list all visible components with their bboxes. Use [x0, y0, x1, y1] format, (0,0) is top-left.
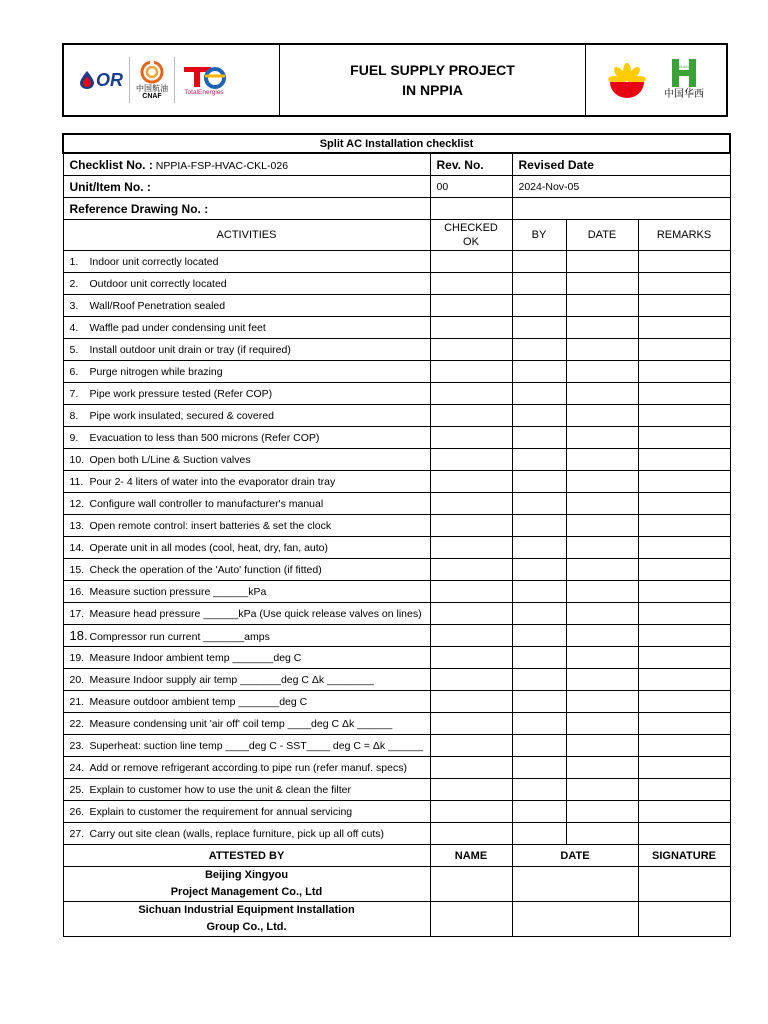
remarks-cell[interactable]: [638, 493, 730, 515]
activity-text: Outdoor unit correctly located: [89, 277, 227, 290]
activity-text: Install outdoor unit drain or tray (if required): [89, 343, 291, 356]
date-cell[interactable]: [566, 317, 638, 339]
activity-text: Add or remove refrigerant according to pipe run (refer manuf. specs): [89, 761, 407, 774]
remarks-cell[interactable]: [638, 559, 730, 581]
by-cell[interactable]: [512, 427, 566, 449]
activity-text: Pipe work insulated, secured & covered: [89, 409, 274, 422]
by-cell[interactable]: [512, 471, 566, 493]
revised-date-label: Revised Date: [512, 153, 730, 176]
checked-header-line1: CHECKED: [444, 222, 498, 234]
activity-number: 6.: [69, 365, 79, 378]
date-cell[interactable]: [566, 691, 638, 713]
checked-ok-cell[interactable]: [430, 647, 512, 669]
by-cell[interactable]: [512, 779, 566, 801]
date-cell[interactable]: [566, 779, 638, 801]
remarks-cell[interactable]: [638, 427, 730, 449]
checked-header-line2: OK: [463, 236, 479, 248]
rev-no-label: Rev. No.: [430, 153, 512, 176]
table-row: [63, 735, 730, 757]
table-row: [63, 427, 730, 449]
activity-number: 9.: [69, 431, 79, 444]
remarks-cell[interactable]: [638, 581, 730, 603]
attest-name-cell[interactable]: [430, 902, 512, 937]
remarks-cell[interactable]: [638, 735, 730, 757]
totalenergies-logo: [181, 63, 227, 97]
remarks-cell[interactable]: [638, 603, 730, 625]
activity-text: Carry out site clean (walls, replace furniture, pick up all off cuts): [89, 827, 385, 840]
or-logo-text: OR: [96, 69, 123, 90]
logo-divider: [129, 57, 130, 103]
checked-ok-cell[interactable]: [430, 735, 512, 757]
activity-number: 13.: [69, 519, 85, 532]
table-row: [63, 317, 730, 339]
remarks-cell[interactable]: [638, 339, 730, 361]
activity-text: Measure outdoor ambient temp _______deg C: [89, 695, 308, 708]
rev-no-value[interactable]: 00: [430, 176, 512, 198]
table-row: [63, 251, 730, 273]
activity-text: Purge nitrogen while brazing: [89, 365, 223, 378]
table-row: [63, 361, 730, 383]
activity-number: 14.: [69, 541, 85, 554]
remarks-cell[interactable]: [638, 669, 730, 691]
checklist-number-value: NPPIA-FSP-HVAC-CKL-026: [155, 159, 289, 172]
checked-ok-cell[interactable]: [430, 295, 512, 317]
activity-cell: [63, 383, 430, 405]
remarks-cell[interactable]: [638, 317, 730, 339]
by-cell[interactable]: [512, 449, 566, 471]
attest-signature-cell[interactable]: [638, 867, 730, 902]
date-cell[interactable]: [566, 647, 638, 669]
checklist-title: Split AC Installation checklist: [63, 134, 730, 153]
date-cell[interactable]: [566, 427, 638, 449]
by-cell[interactable]: [512, 691, 566, 713]
remarks-cell[interactable]: [638, 757, 730, 779]
activity-number: 10.: [69, 453, 85, 466]
unit-item-label: Unit/Item No. :: [63, 176, 430, 198]
date-cell[interactable]: [566, 361, 638, 383]
activity-number: 18.: [69, 628, 88, 643]
checked-ok-cell[interactable]: [430, 361, 512, 383]
remarks-cell[interactable]: [638, 691, 730, 713]
huaxi-mark-text: HUAXI: [679, 65, 689, 69]
table-row: [63, 405, 730, 427]
by-cell[interactable]: [512, 603, 566, 625]
checked-ok-cell[interactable]: [430, 603, 512, 625]
date-cell[interactable]: [566, 801, 638, 823]
activity-text: Pour 2- 4 liters of water into the evaporator drain tray: [89, 475, 336, 488]
table-row: [63, 559, 730, 581]
checked-ok-cell[interactable]: [430, 713, 512, 735]
date-cell[interactable]: [566, 537, 638, 559]
huaxi-mark-icon: [671, 59, 697, 87]
by-cell[interactable]: [512, 669, 566, 691]
by-cell[interactable]: [512, 339, 566, 361]
activity-cell: [63, 581, 430, 603]
remarks-cell[interactable]: [638, 779, 730, 801]
remarks-cell[interactable]: [638, 295, 730, 317]
activity-cell: [63, 273, 430, 295]
by-cell[interactable]: [512, 383, 566, 405]
right-logos: [586, 45, 726, 115]
checked-ok-cell[interactable]: [430, 779, 512, 801]
activity-cell: [63, 427, 430, 449]
activity-number: 16.: [69, 585, 85, 598]
activity-cell: [63, 295, 430, 317]
checked-ok-cell[interactable]: [430, 537, 512, 559]
activity-text: Waffle pad under condensing unit feet: [89, 321, 266, 334]
date-cell[interactable]: [566, 625, 638, 647]
reference-drawing-value-extra[interactable]: [512, 198, 730, 220]
reference-drawing-value[interactable]: [430, 198, 512, 220]
table-row: [63, 471, 730, 493]
attested-by-header: ATTESTED BY: [63, 845, 430, 867]
by-cell[interactable]: [512, 823, 566, 845]
cnpc-petal-logo-icon: [608, 62, 646, 98]
date-cell[interactable]: [566, 383, 638, 405]
activity-text: Indoor unit correctly located: [89, 255, 219, 268]
activity-number: 2.: [69, 277, 79, 290]
table-row: [63, 779, 730, 801]
table-row: [63, 823, 730, 845]
activity-number: 23.: [69, 739, 85, 752]
remarks-cell[interactable]: [638, 823, 730, 845]
or-logo: [80, 70, 123, 91]
by-cell[interactable]: [512, 493, 566, 515]
huaxi-logo: [664, 59, 704, 101]
activity-number: 19.: [69, 651, 85, 664]
by-cell[interactable]: [512, 713, 566, 735]
cnaf-swirl-icon: [140, 60, 164, 84]
activity-number: 20.: [69, 673, 85, 686]
org1-line1: Beijing Xingyou: [204, 869, 289, 881]
date-cell[interactable]: [566, 295, 638, 317]
signature-header: SIGNATURE: [638, 845, 730, 867]
checked-ok-cell[interactable]: [430, 625, 512, 647]
table-row: [63, 713, 730, 735]
activity-number: 1.: [69, 255, 79, 268]
activity-number: 24.: [69, 761, 85, 774]
remarks-cell[interactable]: [638, 361, 730, 383]
checked-ok-cell[interactable]: [430, 691, 512, 713]
activity-text: Operate unit in all modes (cool, heat, dry, fan, auto): [89, 541, 329, 554]
checked-ok-cell[interactable]: [430, 801, 512, 823]
activity-number: 8.: [69, 409, 79, 422]
by-cell[interactable]: [512, 295, 566, 317]
activity-cell: [63, 757, 430, 779]
cnaf-chinese-name: 中国航油: [136, 83, 168, 93]
activity-cell: [63, 647, 430, 669]
checked-ok-cell[interactable]: [430, 493, 512, 515]
activity-text: Superheat: suction line temp ____deg C - SST____ deg C = Δk ______: [89, 739, 424, 752]
by-cell[interactable]: [512, 625, 566, 647]
checked-ok-cell[interactable]: [430, 427, 512, 449]
date-header: DATE: [566, 220, 638, 251]
checked-ok-cell[interactable]: [430, 317, 512, 339]
remarks-cell[interactable]: [638, 647, 730, 669]
activity-text: Measure suction pressure ______kPa: [89, 585, 267, 598]
activity-text: Pipe work pressure tested (Refer COP): [89, 387, 273, 400]
activity-text: Configure wall controller to manufacturer's manual: [89, 497, 324, 510]
activity-cell: [63, 713, 430, 735]
table-row: [63, 273, 730, 295]
activity-text: Measure head pressure ______kPa (Use quick release valves on lines): [89, 607, 422, 620]
attest-name-cell[interactable]: [430, 867, 512, 902]
activity-number: 12.: [69, 497, 85, 510]
org2-line2: Group Co., Ltd.: [206, 921, 287, 933]
checked-ok-cell[interactable]: [430, 471, 512, 493]
checked-ok-cell[interactable]: [430, 405, 512, 427]
activity-cell: [63, 735, 430, 757]
date-cell[interactable]: [566, 669, 638, 691]
activity-text: Open both L/Line & Suction valves: [89, 453, 251, 466]
table-row: [63, 801, 730, 823]
table-row: [63, 757, 730, 779]
remarks-cell[interactable]: [638, 515, 730, 537]
by-cell[interactable]: [512, 647, 566, 669]
activity-cell: [63, 493, 430, 515]
remarks-cell[interactable]: [638, 537, 730, 559]
name-header: NAME: [430, 845, 512, 867]
table-row: [63, 493, 730, 515]
by-cell[interactable]: [512, 735, 566, 757]
checked-ok-cell[interactable]: [430, 757, 512, 779]
activity-cell: [63, 449, 430, 471]
attest-date-cell[interactable]: [512, 902, 638, 937]
activity-text: Explain to customer how to use the unit & clean the filter: [89, 783, 351, 796]
reference-drawing-label: Reference Drawing No. :: [63, 198, 430, 220]
left-logos: [64, 45, 280, 115]
remarks-cell[interactable]: [638, 625, 730, 647]
by-cell[interactable]: [512, 757, 566, 779]
table-row: [63, 625, 730, 647]
date-cell[interactable]: [566, 273, 638, 295]
attestation-section: [63, 845, 730, 937]
activity-number: 11.: [69, 475, 84, 488]
by-cell[interactable]: [512, 317, 566, 339]
activity-number: 4.: [69, 321, 79, 334]
attest-date-cell[interactable]: [512, 867, 638, 902]
activity-text: Compressor run current _______amps: [89, 631, 270, 643]
by-cell[interactable]: [512, 801, 566, 823]
attest-org-beijing: [63, 867, 430, 902]
checked-ok-cell[interactable]: [430, 273, 512, 295]
remarks-cell[interactable]: [638, 405, 730, 427]
activity-cell: [63, 559, 430, 581]
activity-cell: [63, 515, 430, 537]
activity-cell: [63, 537, 430, 559]
date-cell[interactable]: [566, 515, 638, 537]
activity-cell: [63, 251, 430, 273]
cnaf-english-name: CNAF: [142, 92, 162, 100]
activity-text: Measure Indoor ambient temp _______deg C: [89, 651, 302, 664]
attest-signature-cell[interactable]: [638, 902, 730, 937]
by-cell[interactable]: [512, 251, 566, 273]
date-cell[interactable]: [566, 823, 638, 845]
activity-cell: [63, 603, 430, 625]
table-row: [63, 537, 730, 559]
checked-ok-cell[interactable]: [430, 559, 512, 581]
date-cell[interactable]: [566, 251, 638, 273]
checked-ok-cell[interactable]: [430, 823, 512, 845]
activities-header: ACTIVITIES: [63, 220, 430, 251]
by-cell[interactable]: [512, 515, 566, 537]
cnaf-logo: [136, 60, 168, 101]
remarks-cell[interactable]: [638, 251, 730, 273]
activity-cell: [63, 801, 430, 823]
activity-cell: [63, 471, 430, 493]
activity-text: Wall/Roof Penetration sealed: [89, 299, 226, 312]
activity-cell: [63, 779, 430, 801]
attest-date-header: DATE: [512, 845, 638, 867]
by-cell[interactable]: [512, 581, 566, 603]
checklist-table: [62, 133, 731, 937]
org1-line2: Project Management Co., Ltd: [170, 886, 323, 898]
by-cell[interactable]: [512, 559, 566, 581]
huaxi-chinese-name: 中国华西: [664, 89, 704, 100]
checked-ok-cell[interactable]: [430, 515, 512, 537]
checked-ok-cell[interactable]: [430, 581, 512, 603]
by-cell[interactable]: [512, 405, 566, 427]
project-title-line1: FUEL SUPPLY PROJECT: [350, 62, 515, 78]
activity-number: 15.: [69, 563, 85, 576]
checked-ok-cell[interactable]: [430, 669, 512, 691]
checked-ok-cell[interactable]: [430, 383, 512, 405]
activity-cell: [63, 691, 430, 713]
date-cell[interactable]: [566, 559, 638, 581]
activity-cell: [63, 669, 430, 691]
oil-drop-icon: [80, 71, 94, 89]
activity-number: 26.: [69, 805, 85, 818]
activity-rows: [63, 251, 730, 845]
activity-cell: [63, 361, 430, 383]
activity-text: Check the operation of the 'Auto' function (if fitted): [89, 563, 322, 576]
activity-number: 22.: [69, 717, 85, 730]
date-cell[interactable]: [566, 603, 638, 625]
date-cell[interactable]: [566, 735, 638, 757]
activity-number: 17.: [69, 607, 85, 620]
table-row: [63, 669, 730, 691]
table-row: [63, 383, 730, 405]
checked-ok-cell[interactable]: [430, 449, 512, 471]
checklist-number-label: Checklist No. :: [69, 157, 153, 172]
activity-text: Measure Indoor supply air temp _______deg C Δk ________: [89, 673, 374, 686]
table-row: [63, 295, 730, 317]
by-cell[interactable]: [512, 273, 566, 295]
activity-number: 7.: [69, 387, 79, 400]
remarks-cell[interactable]: [638, 471, 730, 493]
revised-date-value[interactable]: 2024-Nov-05: [512, 176, 730, 198]
date-cell[interactable]: [566, 471, 638, 493]
table-row: [63, 339, 730, 361]
activity-text: Measure condensing unit 'air off' coil temp ____deg C Δk ______: [89, 717, 393, 730]
remarks-cell[interactable]: [638, 383, 730, 405]
by-header: BY: [512, 220, 566, 251]
date-cell[interactable]: [566, 757, 638, 779]
activity-cell: [63, 339, 430, 361]
activity-number: 21.: [69, 695, 85, 708]
activity-text: Open remote control: insert batteries & set the clock: [89, 519, 332, 532]
date-cell[interactable]: [566, 581, 638, 603]
activity-number: 5.: [69, 343, 79, 356]
project-title-line2: IN NPPIA: [402, 82, 463, 98]
table-row: [63, 691, 730, 713]
totalenergies-mark-icon: [181, 63, 227, 89]
checklist-number: [63, 153, 430, 176]
activity-cell: [63, 625, 430, 647]
by-cell[interactable]: [512, 537, 566, 559]
date-cell[interactable]: [566, 493, 638, 515]
date-cell[interactable]: [566, 405, 638, 427]
document-header: [62, 43, 728, 117]
remarks-cell[interactable]: [638, 273, 730, 295]
table-row: [63, 581, 730, 603]
activity-cell: [63, 317, 430, 339]
table-row: [63, 449, 730, 471]
activity-number: 3.: [69, 299, 79, 312]
remarks-cell[interactable]: [638, 801, 730, 823]
activity-text: Evacuation to less than 500 microns (Refer COP): [89, 431, 320, 444]
table-row: [63, 647, 730, 669]
by-cell[interactable]: [512, 361, 566, 383]
checked-ok-cell[interactable]: [430, 251, 512, 273]
table-row: [63, 603, 730, 625]
table-row: [63, 515, 730, 537]
org2-line1: Sichuan Industrial Equipment Installation: [138, 904, 355, 916]
activity-cell: [63, 823, 430, 845]
activity-text: Explain to customer the requirement for annual servicing: [89, 805, 353, 818]
activity-number: 25.: [69, 783, 85, 796]
remarks-header: REMARKS: [638, 220, 730, 251]
activity-cell: [63, 405, 430, 427]
remarks-cell[interactable]: [638, 713, 730, 735]
date-cell[interactable]: [566, 339, 638, 361]
project-title: [280, 45, 586, 115]
logo-divider: [174, 57, 175, 103]
activity-number: 27.: [69, 827, 85, 840]
totalenergies-name: TotalEnergies: [184, 89, 224, 96]
checked-ok-cell[interactable]: [430, 339, 512, 361]
checked-ok-header: [430, 220, 512, 251]
attest-org-sichuan: [63, 902, 430, 937]
date-cell[interactable]: [566, 713, 638, 735]
remarks-cell[interactable]: [638, 449, 730, 471]
date-cell[interactable]: [566, 449, 638, 471]
